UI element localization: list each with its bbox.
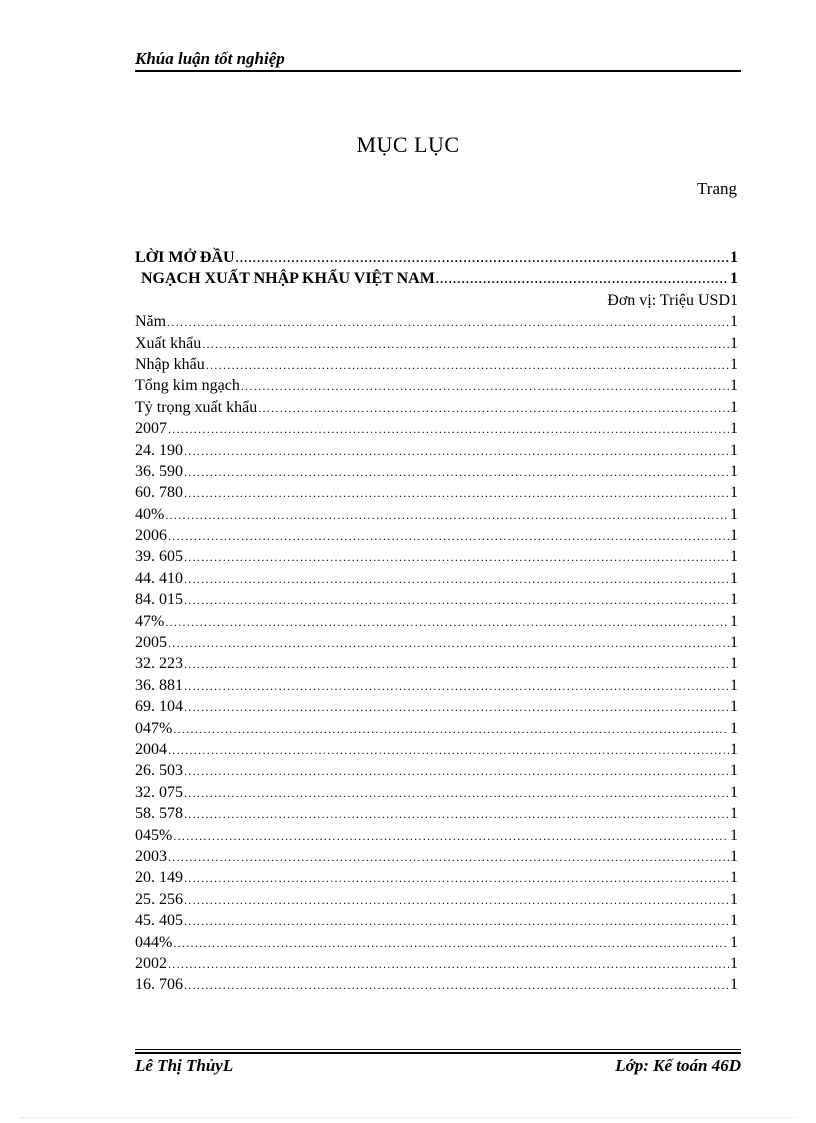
toc-entry[interactable]: [135, 504, 738, 525]
toc-entry[interactable]: [135, 653, 738, 674]
toc-entry-page: 1: [730, 847, 738, 865]
toc-dot-leader: [184, 654, 729, 674]
toc-entry-page: 1: [730, 634, 738, 652]
toc-entry[interactable]: [135, 290, 738, 311]
toc-entry-label: 58. 578: [135, 805, 183, 823]
toc-entry-page: 1: [730, 805, 738, 823]
toc-entry-label: 60. 780: [135, 484, 183, 502]
toc-dot-leader: [168, 740, 729, 760]
toc-entry[interactable]: [135, 718, 738, 739]
table-of-contents: [135, 247, 738, 996]
toc-dot-leader: [184, 911, 729, 931]
toc-dot-leader: [184, 676, 729, 696]
toc-entry-label: 39. 605: [135, 548, 183, 566]
toc-entry-page: 1: [730, 591, 738, 609]
toc-dot-leader: [202, 334, 729, 354]
toc-dot-leader: [184, 868, 729, 888]
toc-entry-label: 16. 706: [135, 976, 183, 994]
toc-entry[interactable]: [135, 546, 738, 567]
footer-class: Lớp: Kế toán 46D: [615, 1056, 741, 1075]
page-title: MỤC LỤC: [356, 132, 460, 157]
toc-dot-leader: [184, 590, 729, 610]
toc-entry-label: 44. 410: [135, 569, 183, 587]
toc-dot-leader: [184, 547, 729, 567]
toc-dot-leader: [167, 312, 729, 332]
toc-dot-leader: [436, 269, 729, 289]
toc-entry-label: 2007: [135, 420, 167, 438]
toc-dot-leader: [258, 398, 729, 418]
toc-entry[interactable]: [135, 867, 738, 888]
toc-entry[interactable]: [135, 632, 738, 653]
toc-dot-leader: [184, 441, 729, 461]
toc-entry-page: 1: [730, 484, 738, 502]
toc-dot-leader: [184, 569, 729, 589]
toc-entry-page: 1: [730, 527, 738, 545]
toc-dot-leader: [168, 954, 729, 974]
toc-entry-page: 1: [730, 249, 738, 266]
toc-entry-page: 1: [730, 676, 738, 694]
toc-entry-label: 044%: [135, 933, 173, 951]
toc-dot-leader: [165, 505, 729, 525]
toc-entry-label: 20. 149: [135, 869, 183, 887]
toc-entry-page: 1: [730, 954, 738, 972]
toc-dot-leader: [184, 975, 729, 995]
toc-entry-label: 47%: [135, 612, 165, 630]
toc-entry-label: Nhập khẩu: [135, 355, 205, 373]
toc-entry-label: 36. 590: [135, 462, 183, 480]
toc-entry-page: 1: [730, 569, 738, 587]
toc-dot-leader: [173, 933, 729, 953]
toc-entry[interactable]: [135, 568, 738, 589]
toc-entry[interactable]: [135, 268, 738, 289]
page-column-label: Trang: [697, 179, 737, 198]
toc-entry-label: 84. 015: [135, 591, 183, 609]
toc-dot-leader: [184, 804, 729, 824]
toc-entry[interactable]: [135, 354, 738, 375]
toc-entry[interactable]: [135, 589, 738, 610]
toc-entry[interactable]: [135, 910, 738, 931]
footer-divider: [135, 1049, 741, 1050]
toc-entry[interactable]: [135, 440, 738, 461]
toc-entry-label: 2005: [135, 634, 167, 652]
toc-entry[interactable]: [135, 953, 738, 974]
toc-entry-page: 1: [730, 270, 738, 288]
toc-entry-label: 26. 503: [135, 762, 183, 780]
toc-entry-page: 1: [730, 291, 738, 309]
toc-entry-label: 45. 405: [135, 912, 183, 930]
toc-entry-page: 1: [730, 548, 738, 566]
toc-dot-leader: [184, 761, 729, 781]
toc-entry[interactable]: [135, 675, 738, 696]
toc-entry[interactable]: [135, 932, 738, 953]
page-header: [135, 48, 741, 72]
toc-entry-page: 1: [730, 420, 738, 438]
toc-entry-page: 1: [730, 740, 738, 758]
toc-dot-leader: [168, 633, 729, 653]
toc-entry-label: 2003: [135, 847, 167, 865]
toc-entry-label: 2002: [135, 954, 167, 972]
toc-entry-page: 1: [730, 505, 738, 523]
toc-entry[interactable]: [135, 782, 738, 803]
toc-dot-leader: [173, 719, 729, 739]
toc-entry[interactable]: [135, 889, 738, 910]
toc-entry-page: 1: [730, 313, 738, 331]
header-title: Khúa luận tốt nghiệp: [135, 49, 285, 68]
toc-entry-label: Tỷ trọng xuất khẩu: [135, 398, 258, 416]
toc-entry-label: 40%: [135, 505, 165, 523]
toc-entry-label: LỜI MỞ ĐẦU: [135, 249, 235, 266]
toc-entry-page: 1: [730, 762, 738, 780]
toc-entry[interactable]: [135, 311, 738, 332]
toc-entry-label: Năm: [135, 313, 167, 331]
toc-dot-leader: [184, 890, 729, 910]
toc-entry-label: Đơn vị: Triệu USD: [607, 291, 730, 309]
toc-entry-label: Xuất khẩu: [135, 334, 202, 352]
toc-entry[interactable]: [135, 375, 738, 396]
toc-dot-leader: [241, 376, 729, 396]
toc-dot-leader: [184, 462, 729, 482]
toc-dot-leader: [168, 419, 729, 439]
toc-entry[interactable]: [135, 461, 738, 482]
toc-entry-label: NGẠCH XUẤT NHẬP KHẨU VIỆT NAM: [141, 270, 435, 288]
toc-dot-leader: [184, 483, 729, 503]
toc-entry[interactable]: [135, 739, 738, 760]
toc-entry-page: 1: [730, 398, 738, 416]
toc-entry[interactable]: [135, 974, 738, 995]
toc-dot-leader: [165, 612, 729, 632]
toc-entry-page: 1: [730, 890, 738, 908]
toc-entry-label: 045%: [135, 826, 173, 844]
toc-entry[interactable]: [135, 825, 738, 846]
toc-entry-page: 1: [730, 783, 738, 801]
toc-dot-leader: [236, 248, 729, 268]
toc-entry-page: 1: [730, 441, 738, 459]
toc-entry-label: 32. 075: [135, 783, 183, 801]
toc-entry-page: 1: [730, 912, 738, 930]
toc-entry-label: 2006: [135, 527, 167, 545]
toc-entry-page: 1: [730, 976, 738, 994]
toc-entry-label: 047%: [135, 719, 173, 737]
toc-entry[interactable]: [135, 611, 738, 632]
toc-entry-page: 1: [730, 355, 738, 373]
toc-dot-leader: [184, 697, 729, 717]
footer-divider-thick: [135, 1052, 741, 1054]
toc-entry-page: 1: [730, 377, 738, 395]
toc-entry-label: Tổng kim ngạch: [135, 377, 240, 395]
toc-entry-page: 1: [730, 462, 738, 480]
toc-dot-leader: [173, 826, 729, 846]
toc-entry-page: 1: [730, 933, 738, 951]
footer-author: Lê Thị ThủyL: [135, 1056, 234, 1075]
toc-entry-page: 1: [730, 826, 738, 844]
toc-entry[interactable]: [135, 482, 738, 503]
toc-entry[interactable]: [135, 418, 738, 439]
toc-entry-label: 24. 190: [135, 441, 183, 459]
toc-entry[interactable]: [135, 696, 738, 717]
page-edge-divider: [20, 1117, 796, 1118]
toc-dot-leader: [168, 847, 729, 867]
page-footer: [135, 1055, 741, 1077]
toc-entry[interactable]: [135, 247, 738, 268]
toc-dot-leader: [206, 355, 729, 375]
toc-dot-leader: [184, 783, 729, 803]
toc-entry[interactable]: [135, 760, 738, 781]
toc-dot-leader: [168, 526, 729, 546]
toc-entry-label: 36. 881: [135, 676, 183, 694]
toc-entry-page: 1: [730, 612, 738, 630]
toc-entry-page: 1: [730, 698, 738, 716]
toc-entry[interactable]: [135, 397, 738, 418]
toc-entry-label: 32. 223: [135, 655, 183, 673]
toc-entry-page: 1: [730, 719, 738, 737]
toc-entry-page: 1: [730, 655, 738, 673]
toc-entry-page: 1: [730, 334, 738, 352]
toc-entry-page: 1: [730, 869, 738, 887]
toc-entry[interactable]: [135, 525, 738, 546]
toc-entry[interactable]: [135, 333, 738, 354]
toc-entry[interactable]: [135, 846, 738, 867]
toc-entry-label: 2004: [135, 740, 167, 758]
toc-entry[interactable]: [135, 803, 738, 824]
toc-entry-label: 69. 104: [135, 698, 183, 716]
toc-entry-label: 25. 256: [135, 890, 183, 908]
